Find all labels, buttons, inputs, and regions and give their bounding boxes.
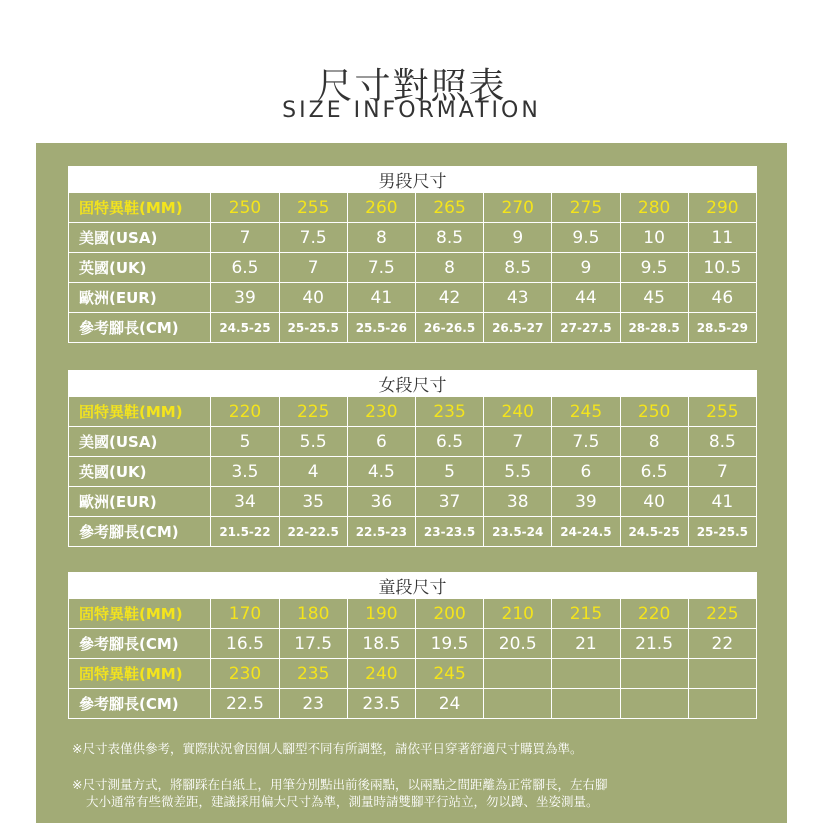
table-cell: 265 [415, 193, 483, 223]
table-cell: 43 [484, 283, 552, 313]
table-row [69, 427, 757, 457]
table-cell: 38 [484, 487, 552, 517]
table-cell: 28.5-29 [688, 313, 756, 343]
table-cell: 22-22.5 [279, 517, 347, 547]
table-cell: 220 [211, 397, 279, 427]
table-cell: 36 [347, 487, 415, 517]
table-cell: 7 [688, 457, 756, 487]
table-cell: 16.5 [211, 629, 279, 659]
table-cell: 290 [688, 193, 756, 223]
table-cell: 26-26.5 [415, 313, 483, 343]
row-label: 參考腳長(CM) [69, 689, 211, 719]
table-cell: 7.5 [552, 427, 620, 457]
table-row [69, 397, 757, 427]
table-cell: 4 [279, 457, 347, 487]
table-row [69, 689, 757, 719]
table-cell: 4.5 [347, 457, 415, 487]
table-cell: 270 [484, 193, 552, 223]
table-cell: 6.5 [415, 427, 483, 457]
table-cell: 7 [484, 427, 552, 457]
table-row [69, 487, 757, 517]
women-size-table [68, 370, 757, 547]
row-label: 歐洲(EUR) [69, 283, 211, 313]
note-2: ※尺寸測量方式，將腳踩在白紙上，用筆分別點出前後兩點，以兩點之間距離為正常腳長，左右腳 [72, 777, 608, 792]
kids-size-table [68, 572, 757, 719]
table-cell: 10.5 [688, 253, 756, 283]
table-cell: 220 [620, 599, 688, 629]
table-cell: 6.5 [211, 253, 279, 283]
row-label: 美國(USA) [69, 427, 211, 457]
table-cell: 17.5 [279, 629, 347, 659]
row-label: 固特異鞋(MM) [69, 599, 211, 629]
table-cell: 10 [620, 223, 688, 253]
table-cell: 8.5 [688, 427, 756, 457]
table-cell: 25.5-26 [347, 313, 415, 343]
table-cell: 9.5 [552, 223, 620, 253]
row-label: 固特異鞋(MM) [69, 397, 211, 427]
table-cell: 28-28.5 [620, 313, 688, 343]
table-cell: 5.5 [484, 457, 552, 487]
table-cell: 25-25.5 [279, 313, 347, 343]
table-cell: 41 [347, 283, 415, 313]
women-header-row [69, 371, 757, 397]
table-cell: 7.5 [279, 223, 347, 253]
table-row [69, 629, 757, 659]
table-cell: 6 [552, 457, 620, 487]
table-cell: 21.5-22 [211, 517, 279, 547]
table-cell: 22.5-23 [347, 517, 415, 547]
row-label: 英國(UK) [69, 457, 211, 487]
table-cell: 6.5 [620, 457, 688, 487]
note-3: 大小通常有些微差距，建議採用偏大尺寸為準，測量時請雙腳平行站立，勿以蹲、坐姿測量。 [86, 794, 599, 809]
note-1: ※尺寸表僅供參考，實際狀況會因個人腳型不同有所調整，請依平日穿著舒適尺寸購買為準。 [72, 741, 583, 756]
table-cell: 255 [279, 193, 347, 223]
table-cell: 190 [347, 599, 415, 629]
table-cell: 34 [211, 487, 279, 517]
table-cell: 26.5-27 [484, 313, 552, 343]
table-cell: 210 [484, 599, 552, 629]
row-label: 固特異鞋(MM) [69, 659, 211, 689]
table-cell: 5 [415, 457, 483, 487]
table-cell: 245 [552, 397, 620, 427]
table-cell: 225 [279, 397, 347, 427]
table-cell: 21.5 [620, 629, 688, 659]
table-cell: 8 [347, 223, 415, 253]
table-cell: 230 [347, 397, 415, 427]
table-cell: 46 [688, 283, 756, 313]
table-cell: 245 [415, 659, 483, 689]
table-cell: 280 [620, 193, 688, 223]
table-cell: 35 [279, 487, 347, 517]
men-size-table [68, 166, 757, 343]
table-cell: 225 [688, 599, 756, 629]
table-cell: 22 [688, 629, 756, 659]
row-label: 參考腳長(CM) [69, 517, 211, 547]
men-header-row [69, 167, 757, 193]
table-cell: 5 [211, 427, 279, 457]
table-cell: 25-25.5 [688, 517, 756, 547]
table-cell: 24.5-25 [211, 313, 279, 343]
table-cell: 22.5 [211, 689, 279, 719]
kids-header-row [69, 573, 757, 599]
table-cell: 23-23.5 [415, 517, 483, 547]
row-label: 固特異鞋(MM) [69, 193, 211, 223]
table-cell: 170 [211, 599, 279, 629]
table-cell: 250 [211, 193, 279, 223]
table-cell: 9.5 [620, 253, 688, 283]
table-cell: 9 [484, 223, 552, 253]
table-cell: 8.5 [415, 223, 483, 253]
table-cell: 7.5 [347, 253, 415, 283]
table-cell: 8 [415, 253, 483, 283]
table-cell: 240 [484, 397, 552, 427]
row-label: 參考腳長(CM) [69, 313, 211, 343]
row-label: 歐洲(EUR) [69, 487, 211, 517]
table-cell: 23.5-24 [484, 517, 552, 547]
table-cell [552, 689, 620, 719]
table-cell: 18.5 [347, 629, 415, 659]
table-cell: 42 [415, 283, 483, 313]
table-cell: 3.5 [211, 457, 279, 487]
table-cell: 40 [279, 283, 347, 313]
table-cell [620, 689, 688, 719]
table-cell: 27-27.5 [552, 313, 620, 343]
table-cell: 250 [620, 397, 688, 427]
table-cell [688, 659, 756, 689]
table-cell: 255 [688, 397, 756, 427]
table-cell: 41 [688, 487, 756, 517]
table-cell [688, 689, 756, 719]
table-cell [552, 659, 620, 689]
table-cell: 45 [620, 283, 688, 313]
table-cell [620, 659, 688, 689]
table-cell: 8.5 [484, 253, 552, 283]
table-row [69, 193, 757, 223]
table-cell: 24.5-25 [620, 517, 688, 547]
table-cell: 23.5 [347, 689, 415, 719]
table-row [69, 599, 757, 629]
table-cell: 230 [211, 659, 279, 689]
section-title: 童段尺寸 [69, 573, 757, 599]
table-cell: 23 [279, 689, 347, 719]
table-cell: 180 [279, 599, 347, 629]
table-cell: 215 [552, 599, 620, 629]
table-row [69, 517, 757, 547]
table-row [69, 223, 757, 253]
row-label: 美國(USA) [69, 223, 211, 253]
table-cell: 40 [620, 487, 688, 517]
table-cell [484, 659, 552, 689]
table-cell: 24-24.5 [552, 517, 620, 547]
page-subtitle: SIZE INFORMATION [282, 98, 541, 123]
table-cell: 235 [279, 659, 347, 689]
table-cell [484, 689, 552, 719]
section-title: 男段尺寸 [69, 167, 757, 193]
section-title: 女段尺寸 [69, 371, 757, 397]
table-row [69, 457, 757, 487]
table-cell: 39 [211, 283, 279, 313]
table-cell: 275 [552, 193, 620, 223]
table-cell: 39 [552, 487, 620, 517]
table-cell: 19.5 [415, 629, 483, 659]
table-cell: 24 [415, 689, 483, 719]
table-cell: 6 [347, 427, 415, 457]
table-cell: 240 [347, 659, 415, 689]
table-cell: 200 [415, 599, 483, 629]
table-cell: 11 [688, 223, 756, 253]
table-cell: 9 [552, 253, 620, 283]
table-cell: 7 [279, 253, 347, 283]
table-cell: 5.5 [279, 427, 347, 457]
table-cell: 20.5 [484, 629, 552, 659]
table-row [69, 283, 757, 313]
row-label: 英國(UK) [69, 253, 211, 283]
table-cell: 7 [211, 223, 279, 253]
table-cell: 44 [552, 283, 620, 313]
table-row [69, 659, 757, 689]
table-row [69, 253, 757, 283]
row-label: 參考腳長(CM) [69, 629, 211, 659]
page-title: 尺寸對照表 [316, 66, 507, 107]
table-row [69, 313, 757, 343]
table-cell: 8 [620, 427, 688, 457]
table-cell: 260 [347, 193, 415, 223]
table-cell: 235 [415, 397, 483, 427]
table-cell: 37 [415, 487, 483, 517]
table-cell: 21 [552, 629, 620, 659]
